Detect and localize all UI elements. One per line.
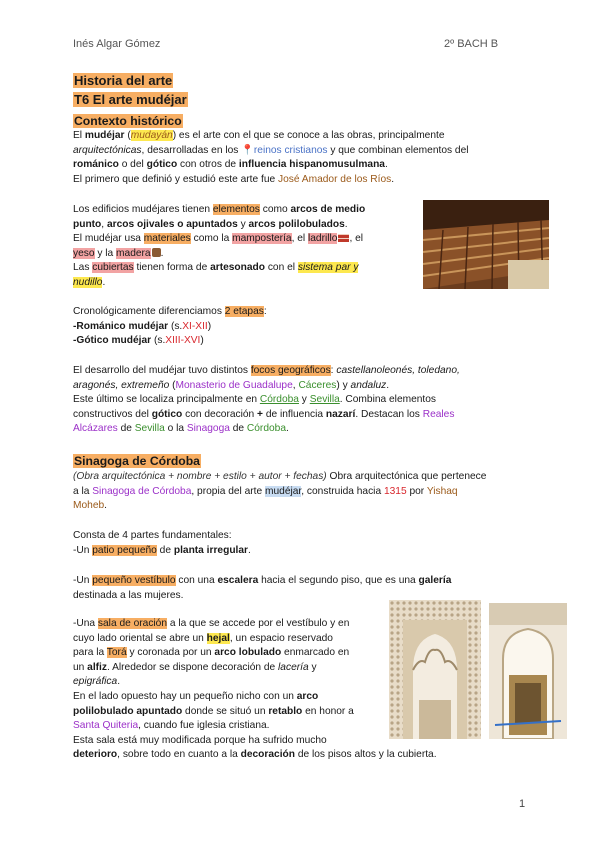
brick-icon [338,234,349,242]
stages-paragraph [73,305,413,349]
section-context [73,112,183,130]
ceiling-photo [423,200,549,289]
term-epigrafica: epigráfica [73,676,118,688]
term-elementos: elementos [212,204,260,215]
text: Los edificios mudéjares tienen [73,204,213,215]
text: ) y [336,379,351,391]
niche-photo [489,603,567,739]
text: El mudéjar usa [73,233,144,245]
title-line-1: Historia del arte [74,73,173,88]
section-synagogue [73,452,201,470]
text: , el [291,233,308,245]
term-alfiz: alfiz [87,661,107,673]
text: tienen forma de [133,262,211,274]
term-hejal: hejal [206,632,230,644]
text: -Un [73,575,93,586]
term-deterioro: deterioro [73,749,118,760]
formula-note: (Obra arquitectónica + nombre + estilo + autor + fechas) [73,471,327,482]
text: , propia del arte [191,485,266,497]
text: de influencia [263,408,326,420]
text: de [117,423,135,435]
term-arco: arco [296,690,319,702]
text: Cronológicamente diferenciamos [73,306,225,317]
text: a la [73,485,93,497]
century-romanico: XI-XII [182,320,208,332]
term-planta: planta irregular [173,545,249,556]
text: El desarrollo del mudéjar tuvo distintos [73,365,251,376]
parts-intro: Consta de 4 partes fundamentales: [73,530,232,541]
term-polilobulado: polilobulado apuntado [73,705,183,717]
term-laceria: lacería [278,661,309,673]
term-retablo: retablo [268,705,303,717]
term-yeso: yeso [73,247,95,259]
text: o del [118,159,147,171]
term-materiales: materiales [143,233,191,245]
place-sinagoga: Sinagoga [186,423,230,435]
text: : [330,365,337,376]
term-artesonado: artesonado [210,262,265,274]
term-arco-lobulado: arco lobulado [214,647,282,659]
text: ) [200,335,204,347]
place-sevilla-2: Sevilla [134,423,165,435]
text: , [292,379,299,391]
place-guadalupe: Monasterio de Guadalupe [175,379,293,391]
term-mamposteria: mampostería [232,233,292,245]
term-nudillo: nudillo [73,276,103,288]
term-escalera: escalera [217,575,259,586]
text: hacia el segundo piso, que es una [258,575,419,586]
century-gotico: XIII-XVI [165,335,201,347]
plus-sign: + [257,408,263,420]
text: o la [164,423,187,435]
doc-subtitle [73,91,188,109]
text: (s. [151,335,166,347]
text: cuyo lado oriental se abre un [73,632,207,644]
text: ( [124,130,131,141]
text: de los pisos altos y la cubierta. [294,749,437,760]
text: , un espacio reservado [229,632,333,644]
text: . Combina elementos [339,394,437,406]
text: enmarcado en [281,647,350,659]
text: y [308,661,317,673]
text: constructivos del [73,408,152,420]
text: destinada a las mujeres. [73,589,184,601]
synagogue-intro [73,470,543,514]
term-vestibulo: pequeño vestíbulo [92,575,176,586]
foci-list: castellanoleonés, toledano, [336,365,460,376]
term-tora: Torá [106,647,127,659]
santa-quiteria: Santa Quiteria [73,720,139,732]
part-sala [73,617,393,748]
term-polilobulados: arcos polilobulados [248,218,345,230]
text: con otros de [177,159,239,171]
text: , [101,218,107,230]
term-par-nudillo: sistema par y [297,262,359,274]
text: y [237,218,249,230]
text: en honor a [302,705,354,717]
intro-paragraph [73,129,533,187]
term-decoracion: decoración [240,749,295,760]
place-reales: Reales [422,408,455,420]
text: : [263,306,267,317]
course-label: 2º BACH B [444,38,499,50]
place-sevilla: Sevilla [309,394,340,406]
map-pin-icon: 📍 [241,144,254,156]
text: de [229,423,247,435]
foci-paragraph [73,364,543,437]
text: , el [349,233,364,245]
text: un [73,661,88,673]
work-name: Sinagoga de Córdoba [92,485,192,497]
section-title-context: Contexto histórico [74,114,182,128]
term-focos: focos geográficos [250,365,331,376]
text: . Destacan los [355,408,423,420]
term-cubiertas: cubiertas [92,262,134,274]
text: ( [169,379,176,391]
text: donde se situó un [182,705,269,717]
text: . [384,159,388,171]
text: , construida hacia [301,485,384,497]
text: para la [73,647,107,659]
text: -Una [73,618,98,629]
text: Las [73,262,93,274]
style-name: mudéjar [265,485,302,497]
term-2-etapas: 2 etapas [224,306,264,317]
text: . [344,218,348,230]
term-hispanomusulmana: influencia hispanomusulmana [238,159,385,171]
term-arcos-medio: arcos de medio [290,204,366,215]
text: ) es el arte con el que se conoce a las obras, principalmente [172,130,445,141]
text: Esta sala está muy modificada porque ha sufrido mucho [73,734,327,746]
foci-andaluz: andaluz [350,379,387,391]
date-1315: 1315 [383,485,407,497]
author-name: Inés Algar Gómez [73,38,161,50]
author-moheb: Moheb [73,500,105,512]
part-sala-end [73,748,543,763]
text: , desarrolladas en los [141,144,242,156]
part-patio [73,544,251,559]
term-romanico: románico [73,159,119,171]
text: ) [207,320,212,332]
term-sala-oracion: sala de oración [97,618,168,629]
term-gotico-2: gótico [151,408,183,420]
text: y coronada por un [126,647,215,659]
part-vestibulo [73,574,543,603]
term-reinos: reinos cristianos [253,144,328,156]
text: , cuando fue iglesia cristiana. [138,720,270,732]
text: como la [190,233,233,245]
text: Este último se localiza principalmente en [73,394,260,406]
term-ladrillo: ladrillo [308,233,338,245]
text: . [102,276,106,288]
text: por [406,485,427,497]
text: . Alrededor se dispone decoración de [107,661,279,673]
elements-paragraph [73,203,413,291]
text: -Un [73,545,93,556]
text: con una [175,575,218,586]
term-mudejar: mudéjar [84,130,125,141]
term-galeria: galería [418,575,452,586]
text: como [259,204,291,215]
title-line-2: T6 El arte mudéjar [74,92,187,107]
term-madera: madera [116,247,151,259]
author-amador: José Amador de los Ríos [278,173,392,185]
term-patio: patio pequeño [92,545,157,556]
text: , sobre todo en cuanto a la [117,749,241,760]
term-mudayan: mudayán [130,130,173,141]
foci-list-2: aragonés, extremeño [73,379,170,391]
term-ojivales: arcos ojivales o apuntados [106,218,238,230]
place-alcazares: Alcázares [73,423,118,435]
term-punto: punto [73,218,102,230]
section-title-synagogue: Sinagoga de Córdoba [74,454,200,468]
text: (s. [168,320,183,332]
text: a la que se accede por el vestíbulo y en [167,618,350,629]
place-caceres: Cáceres [298,379,337,391]
text: . [104,500,107,512]
place-cordoba-2: Córdoba [246,423,286,435]
stage-gotico: -Gótico mudéjar [73,335,152,347]
text: . [286,423,289,435]
doc-title [73,72,173,90]
text: . [117,676,121,688]
text: con el [264,262,298,274]
text: y la [94,247,117,259]
text: y que combinan elementos del [327,144,469,156]
hejal-photo [389,600,481,739]
text: El primero que definió y estudió este arte fue [73,173,278,185]
text: En el lado opuesto hay un pequeño nicho con un [73,690,297,702]
text: con decoración [182,408,258,420]
text: . [391,173,395,185]
term-gotico: gótico [146,159,178,171]
page-number: 1 [519,798,526,810]
place-cordoba: Córdoba [259,394,299,406]
term-nazari: nazarí [325,408,356,420]
text: . [160,247,164,259]
term-arquitectonicas: arquitectónicas [73,144,142,156]
author-yishaq: Yishaq [426,485,458,497]
text: Obra arquitectónica que pertenece [326,471,487,482]
text: El [73,130,85,141]
text: . [386,379,390,391]
text: de [156,545,174,556]
text: . [248,545,251,556]
stage-romanico: -Románico mudéjar [73,320,169,332]
text: y [298,394,310,406]
wood-icon [152,248,161,257]
